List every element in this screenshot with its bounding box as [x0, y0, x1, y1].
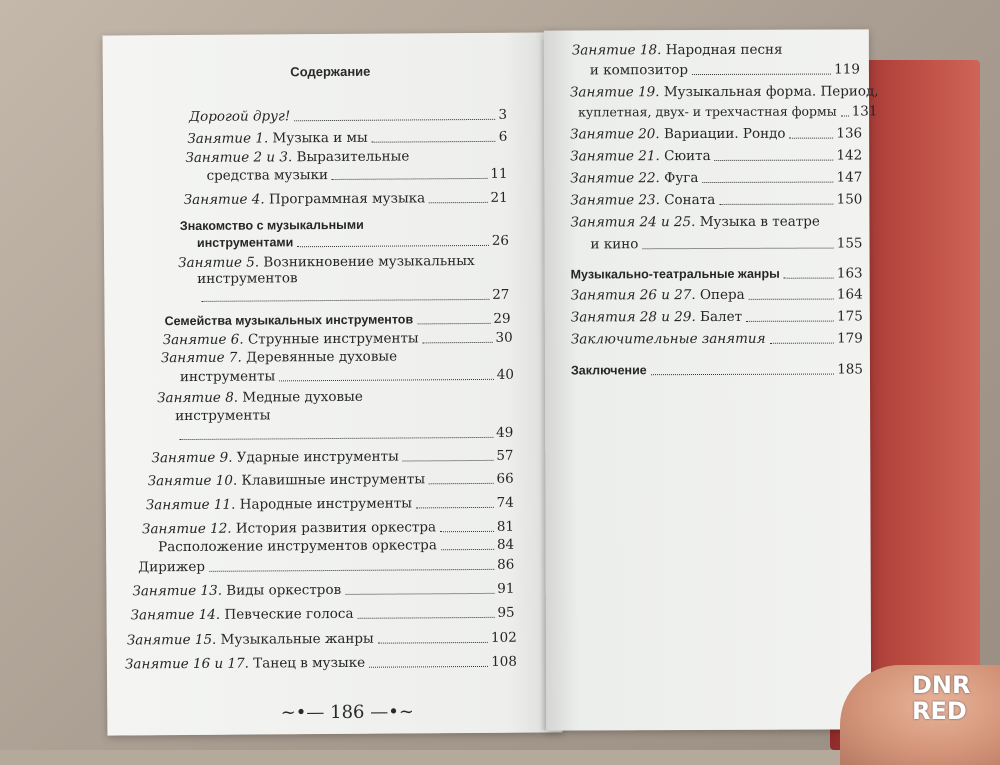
toc-entry [571, 330, 863, 347]
entry-label: Дорогой друг! [189, 108, 291, 125]
toc-entry [132, 581, 514, 600]
leader-dots [770, 343, 835, 344]
entry-label: История развития оркестра [231, 519, 437, 537]
entry-page: 91 [497, 580, 515, 597]
entry-page: 102 [490, 629, 517, 646]
entry-keyword: Занятие 13. [132, 582, 223, 600]
watermark-logo [912, 672, 992, 724]
toc-entry-first-line [185, 148, 409, 166]
toc-entry [187, 129, 507, 147]
entry-label: Расположение инструментов оркестра [158, 537, 437, 556]
entry-page: 81 [496, 518, 515, 535]
entry-page: 185 [837, 361, 863, 378]
entry-keyword: Занятие 7. [160, 349, 242, 367]
leader-dots [403, 460, 493, 462]
section-heading: Музыкально-театральные жанры [570, 266, 780, 282]
toc-entry [570, 169, 862, 186]
entry-keyword: Занятие 11. [145, 496, 236, 514]
contents-title: Содержание [290, 63, 371, 80]
entry-page: 164 [836, 286, 863, 303]
entry-page: 147 [836, 169, 863, 186]
toc-entry-first-line [572, 42, 783, 59]
entry-keyword: Занятия 24 и 25. [570, 214, 696, 231]
entry-label: Музыкальная форма. Период, [659, 83, 879, 101]
leader-dots [841, 116, 849, 117]
entry-keyword: Занятие 15. [126, 631, 217, 649]
entry-label: Музыка и мы [268, 129, 368, 147]
left-page [103, 32, 563, 735]
leader-dots [372, 141, 496, 143]
entry-page: 57 [496, 447, 514, 464]
leader-dots [358, 617, 495, 619]
leader-dots [651, 374, 834, 376]
entry-page: 131 [851, 103, 878, 120]
entry-page: 3 [498, 106, 508, 123]
toc-entry-continuation [197, 233, 509, 251]
entry-keyword: Занятие 19. [569, 84, 660, 101]
toc-leader-line [175, 425, 513, 443]
toc-leader-line [197, 287, 509, 305]
entry-label: Народные инструменты [235, 495, 412, 513]
leader-dots [702, 182, 833, 183]
leader-dots [692, 74, 831, 75]
entry-label: Музыка в театре [695, 213, 820, 231]
leader-dots [429, 202, 487, 203]
toc-entry-continuation [180, 367, 514, 385]
leader-dots [297, 245, 488, 247]
toc-entry [142, 519, 514, 538]
section-heading-cont: инструментами [196, 235, 294, 250]
entry-keyword: Заключительные занятия [570, 330, 766, 348]
toc-entry [189, 107, 507, 125]
toc-entry-continuation [578, 103, 878, 120]
leader-dots [715, 160, 834, 161]
entry-page: 155 [836, 235, 863, 252]
toc-entry-continuation [197, 269, 509, 287]
entry-label-cont: инструменты [179, 368, 276, 386]
toc-entry [125, 654, 517, 673]
watermark-line: RED [912, 697, 967, 725]
leader-dots [179, 437, 493, 440]
leader-dots [719, 204, 833, 205]
toc-entry-continuation [175, 406, 513, 424]
entry-page: 136 [836, 125, 863, 142]
toc-entry [131, 605, 515, 624]
entry-keyword: Занятие 20. [570, 126, 660, 143]
entry-keyword: Занятие 10. [147, 472, 238, 490]
leader-dots [784, 278, 834, 279]
toc-entry [151, 448, 513, 467]
entry-page: 163 [836, 265, 863, 282]
leader-dots [429, 483, 493, 484]
entry-label-cont: средства музыки [206, 167, 329, 184]
entry-keyword: Занятие 4. [183, 191, 265, 209]
entry-label: Певческие голоса [220, 605, 354, 623]
entry-keyword: Занятие 21. [570, 148, 660, 165]
entry-label: Медные духовые [237, 388, 363, 406]
toc-entry [163, 330, 513, 348]
entry-page: 108 [491, 653, 517, 670]
toc-section [571, 361, 863, 378]
toc-entry [571, 286, 863, 303]
leader-dots [790, 138, 834, 139]
entry-keyword: Занятие 1. [187, 130, 269, 148]
entry-label: Фуга [659, 170, 699, 187]
entry-keyword: Занятие 16 и 17. [124, 655, 250, 673]
entry-label-cont: и кино [590, 236, 639, 253]
toc-section [165, 311, 511, 329]
right-page [544, 29, 879, 730]
leader-dots [294, 119, 495, 121]
entry-label: Опера [695, 286, 745, 304]
leader-dots [417, 323, 490, 325]
entry-keyword: Занятие 22. [570, 170, 660, 187]
entry-label: Вариации. Рондо [659, 125, 786, 143]
entry-keyword: Занятие 14. [130, 606, 221, 624]
leader-dots [209, 569, 494, 572]
entry-keyword: Занятие 2 и 3. [185, 149, 293, 167]
entry-page: 11 [490, 165, 508, 182]
section-heading: Семейства музыкальных инструментов [164, 312, 414, 329]
leader-dots [440, 531, 494, 532]
entry-label: Деревянные духовые [241, 348, 398, 366]
watermark-line: DNR [912, 671, 971, 699]
entry-page: 29 [493, 310, 511, 327]
toc-section [571, 265, 863, 282]
entry-page: 150 [836, 191, 863, 208]
entry-keyword: Занятия 28 и 29. [570, 309, 696, 326]
toc-entry-first-line [161, 349, 397, 367]
leader-dots [746, 321, 834, 322]
leader-dots [749, 299, 834, 300]
leader-dots [332, 178, 487, 180]
entry-page: 40 [496, 366, 514, 383]
entry-keyword: Занятие 18. [571, 42, 662, 59]
entry-keyword: Занятие 23. [570, 192, 660, 209]
toc-entry [148, 471, 514, 490]
entry-page: 119 [834, 61, 860, 78]
entry-label-cont: и композитор [589, 62, 689, 79]
toc-entry [146, 495, 514, 514]
leader-dots [642, 248, 833, 250]
leader-dots [416, 507, 494, 509]
entry-label: Клавишные инструменты [237, 471, 426, 489]
entry-page: 27 [492, 286, 510, 303]
toc-entry [570, 147, 862, 164]
entry-label: Виды оркестров [221, 581, 342, 599]
entry-label: Танец в музыке [248, 654, 366, 672]
entry-page: 95 [497, 604, 515, 621]
leader-dots [423, 342, 493, 343]
entry-page: 175 [836, 308, 863, 325]
page-number: ∼•— 186 —•∼ [280, 701, 414, 724]
entry-page: 66 [496, 470, 514, 487]
entry-label: Народная песня [661, 41, 783, 59]
toc-entry-continuation [206, 166, 507, 184]
entry-page: 74 [496, 494, 514, 511]
toc-entry-continuation [590, 61, 860, 78]
entry-label-cont: куплетная, двух- и трехчастная формы [578, 103, 837, 120]
toc-entry [158, 537, 514, 555]
entry-keyword: Занятие 8. [157, 389, 239, 407]
leader-dots [201, 299, 489, 302]
toc-entry [138, 557, 514, 576]
entry-label: Ударные инструменты [232, 448, 399, 466]
leader-dots [345, 593, 494, 595]
entry-page: 84 [496, 536, 515, 553]
entry-label: Балет [695, 308, 743, 326]
entry-keyword: Занятия 26 и 27. [570, 287, 696, 304]
entry-label: Музыкальные жанры [216, 630, 374, 648]
toc-entry-first-line [570, 214, 819, 231]
entry-page: 179 [837, 330, 863, 347]
entry-label: Струнные инструменты [243, 330, 419, 348]
entry-page: 49 [496, 424, 514, 441]
section-heading: Заключение [570, 363, 647, 378]
leader-dots [378, 642, 488, 644]
entry-keyword: Занятие 9. [151, 449, 233, 467]
entry-label: Выразительные [292, 148, 410, 166]
entry-page: 6 [498, 128, 508, 145]
toc-entry-first-line [570, 83, 879, 100]
entry-label: Сюита [659, 147, 711, 165]
toc-entry-continuation [590, 235, 862, 252]
entry-label: Программная музыка [264, 190, 426, 208]
entry-keyword: Занятие 6. [162, 331, 244, 349]
leader-dots [441, 549, 494, 550]
entry-page: 142 [836, 147, 863, 164]
toc-entry [127, 630, 517, 649]
entry-page: 21 [490, 189, 508, 206]
toc-entry [570, 125, 862, 142]
toc-entry [571, 308, 863, 325]
entry-label: Соната [659, 191, 716, 209]
entry-label: Возникновение музыкальных [259, 253, 475, 271]
leader-dots [369, 666, 488, 668]
section-heading: Знакомство с музыкальными [179, 217, 364, 234]
leader-dots [279, 379, 494, 381]
entry-page: 30 [495, 329, 513, 346]
entry-label-cont: инструменты [175, 407, 271, 425]
entry-label: Дирижер [138, 558, 206, 576]
entry-label-cont: инструментов [197, 270, 298, 287]
toc-entry-first-line [157, 389, 363, 406]
entry-page: 86 [497, 556, 515, 573]
entry-keyword: Занятие 5. [178, 254, 260, 272]
toc-entry [570, 191, 862, 208]
toc-entry [184, 190, 508, 208]
entry-page: 26 [491, 232, 510, 249]
entry-keyword: Занятие 12. [141, 520, 232, 538]
